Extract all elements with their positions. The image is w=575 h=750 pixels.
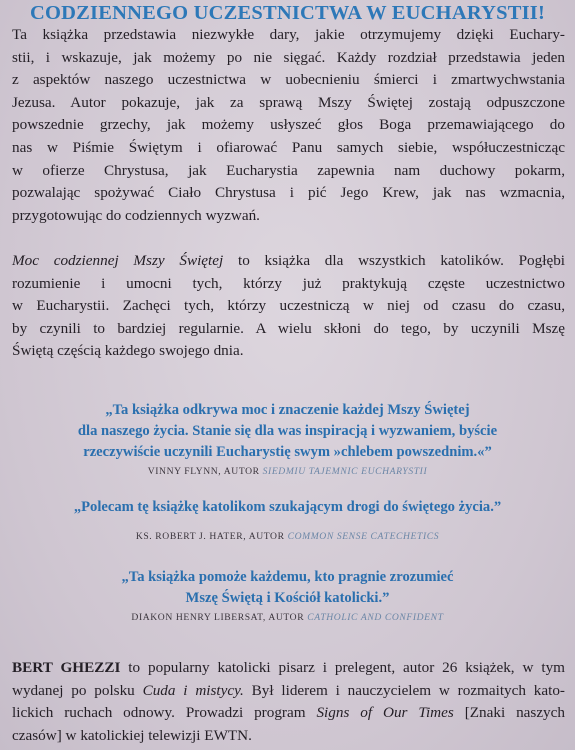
quote-line: dla naszego życia. Stanie się dla was inspiracją i wyzwaniem, byście: [77, 423, 498, 439]
text-line: w ofierze Chrystusa, jak Eucharystia zapewnia nam duchowy pokarm,: [12, 161, 565, 179]
text-line: z aspektów naszego uczestnictwa w uobecnieniu śmierci i zmartwychwstania: [12, 71, 565, 89]
text-line: rozumienie i umocni tych, którzy już praktykują częste uczestnictwo: [12, 274, 565, 292]
author-name: KS. ROBERT J. HATER, AUTOR: [135, 531, 288, 542]
endorsement-quote-3: [0, 567, 575, 609]
endorsement-author-3: [0, 611, 575, 625]
text-line: Ta książka przedstawia niezwykłe dary, jakie otrzymujemy dzięki Euchary-: [12, 26, 565, 43]
text-line: by czynili to bardziej regularnie. A wielu skłoni do tego, by uczynili Mszę: [12, 319, 565, 337]
book-title: Cuda i mistycy.: [142, 681, 244, 699]
text-line: [12, 680, 565, 703]
author-work: SIEDMIU TAJEMNIC EUCHARYSTII: [262, 466, 428, 477]
author-work: CATHOLIC AND CONFIDENT: [307, 612, 444, 623]
author-bio: [12, 657, 565, 747]
text-line: [12, 657, 565, 680]
text-fragment: to książka dla wszystkich katolików. Pogłębi: [223, 252, 566, 269]
endorsement-quote-2: [0, 497, 575, 518]
quote-line: „Polecam tę książkę katolikom szukającym drogi do świętego życia.”: [73, 499, 502, 515]
text-line: Jezusa. Autor pokazuje, jak za sprawą Mszy Świętej zostają odpuszczone: [12, 93, 565, 111]
quote-line: rzeczywiście uczynili Eucharystię swym »chlebem powszednim.«”: [83, 444, 492, 460]
text-fragment: [Znaki naszych: [453, 704, 565, 722]
text-line: nas w Piśmie Świętym i ofiarować Panu samych siebie, współuczestnicząc: [12, 138, 565, 156]
text-line: czasów] w katolickiej telewizji EWTN.: [12, 726, 252, 744]
quote-line: „Ta książka odkrywa moc i znaczenie każdej Mszy Świętej: [105, 402, 470, 418]
endorsement-quote-1: [0, 400, 575, 463]
text-line: przygotowując do codziennych wyzwań.: [12, 206, 260, 224]
endorsement-author-2: [0, 530, 575, 544]
author-name: DIAKON HENRY LIBERSAT, AUTOR: [131, 612, 308, 623]
text-line: Świętą częścią każdego swojego dnia.: [12, 342, 244, 360]
text-line: w Eucharystii. Zachęci tych, którzy uczestniczą w niej od czasu do czasu,: [12, 297, 565, 315]
quote-line: Mszę Świętą i Kościół katolicki.”: [185, 590, 390, 606]
text-fragment: lickich ruchach odnowy. Prowadzi program: [12, 704, 317, 722]
text-line: powszednie grzechy, jak możemy usłyszeć głos Boga przemawiającego do: [12, 116, 565, 134]
text-line: [12, 250, 565, 273]
text-fragment: Był liderem i nauczycielem w rozmaitych kato-: [243, 681, 565, 699]
book-title: Moc codziennej Mszy Świętej: [12, 252, 224, 269]
endorsement-author-1: [0, 465, 575, 479]
text-line: pozwalając spożywać Ciało Chrystusa i pić Jego Krew, jak nas wzmacnia,: [12, 184, 565, 202]
quote-line: „Ta książka pomoże każdemu, kto pragnie zrozumieć: [121, 569, 454, 585]
author-name: BERT GHEZZI: [12, 659, 121, 676]
description-paragraph-2: [12, 250, 565, 363]
author-work: COMMON SENSE CATECHETICS: [287, 531, 440, 542]
text-line: stii, i wskazuje, jak możemy po nie sięgać. Każdy rozdział przedstawia jeden: [12, 48, 565, 66]
text-fragment: to popularny katolicki pisarz i prelegent, autor 26 książek, w tym: [120, 659, 565, 676]
text-fragment: wydanej po polsku: [12, 681, 143, 699]
author-name: VINNY FLYNN, AUTOR: [147, 466, 263, 477]
description-paragraph-1: [12, 24, 565, 227]
heading: CODZIENNEGO UCZESTNICTWA W EUCHARYSTII!: [30, 2, 545, 24]
program-title: Signs of Our Times: [316, 704, 454, 722]
text-line: [12, 702, 565, 725]
